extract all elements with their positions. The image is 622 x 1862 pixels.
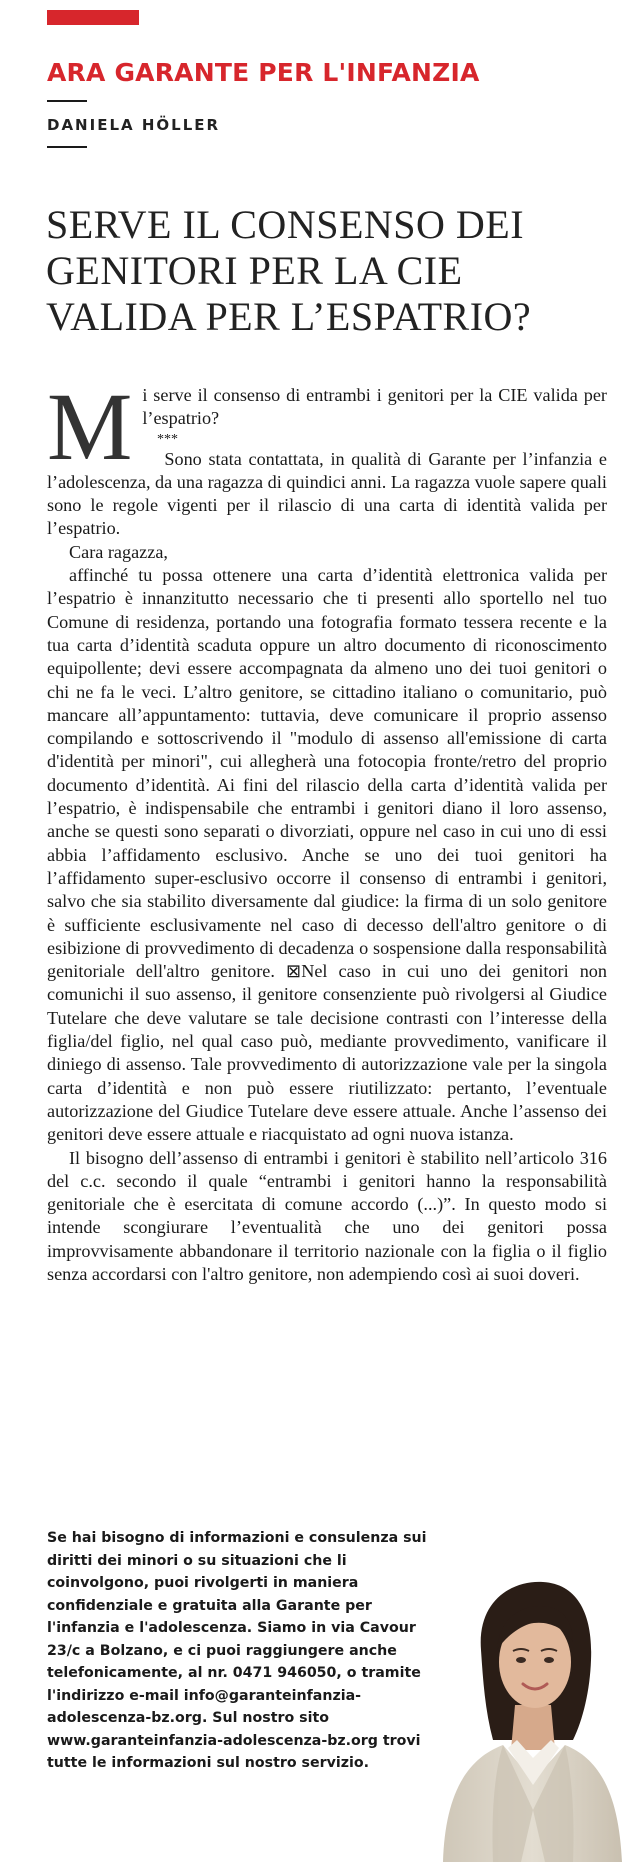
- author-byline: DANIELA HÖLLER: [47, 116, 221, 134]
- reader-question: i serve il consenso di entrambi i genitori per la CIE valida per l’espatrio?: [142, 385, 607, 429]
- divider-rule: [47, 100, 87, 102]
- section-color-bar: [47, 10, 139, 25]
- salutation: Cara ragazza,: [69, 541, 168, 562]
- divider-rule: [47, 146, 87, 148]
- contact-info-box: Se hai bisogno di informazioni e consulenza sui diritti dei minori o su situazioni che li coinvolgono, puoi rivolgerti in maniera confidenziale e gratuita alla Garante per l'infanzia e l'adolescenza. Siamo in via Cavour 23/c a Bolzano, e ci puoi raggiungere anche telefonicamente, al nr. 0471 946050, o tramite l'indirizzo e-mail info@garanteinfanzia-adolescenza-bz.org. Sul nostro sito www.garanteinfanzia-adolescenza-bz.org trovi tutte le informazioni sul nostro servizio.: [47, 1530, 427, 1771]
- drop-cap: M: [47, 373, 133, 480]
- section-title: ARA GARANTE PER L'INFANZIA: [47, 58, 480, 87]
- article-paragraph: affinché tu possa ottenere una carta d’identità elettronica valida per l’espatrio è innanzitutto necessario che ti presenti allo sportello nel tuo Comune di residenza, portando una fotografia formato tessera recente e la tua carta d’identità scaduta oppure un altro documento di riconoscimento equipollente; devi essere accompagnata da almeno uno dei tuoi genitori o chi ne fa le veci. L’altro genitore, se cittadino italiano o comunitario, può mancare all’appuntamento: tuttavia, deve comunicare il proprio assenso compilando e sottoscrivendo il "modulo di assenso all'emissione di carta d'identità per minori", cui allegherà una fotocopia fronte/retro del proprio documento d’identità. Ai fini del rilascio della carta d’identità valida per l’espatrio, è indispensabile che entrambi i genitori diano il loro assenso, anche se questi sono separati o divorziati, oppure nel caso in cui uno di essi abbia l’affidamento esclusivo. Anche se uno dei tuoi genitori ha l’affidamento super-esclusivo occorre il consenso di entrambi i genitori, salvo che sia stabilito diversamente dal giudice: la firma di un solo genitore è sufficiente esclusivamente nel caso di decesso dell'altro genitore o di esibizione di provvedimento di decadenza o sospensione dalla responsabilità genitoriale dell'altro genitore. ⊠Nel caso in cui uno dei genitori non comunichi il suo assenso, il genitore consenziente può rivolgersi al Giudice Tutelare che deve valutare se tale decisione contrasti con l’interesse della figlia/del figlio, nel qual caso può, mediante provvedimento, vanificare il diniego di assenso. Tale provvedimento di autorizzazione vale per la singola carta d’identità e non può essere riutilizzato: pertanto, l’eventuale autorizzazione del Giudice Tutelare deve essere attuale. Anche l’assenso dei genitori deve essere attuale e riacquistato ad ogni nuova istanza.: [47, 565, 607, 1145]
- article-body: [47, 373, 607, 1286]
- article-paragraph: Il bisogno dell’assenso di entrambi i genitori è stabilito nell’articolo 316 del c.c. secondo il quale “entrambi i genitori hanno la responsabilità genitoriale che è esercitata di comune accordo (...)”. In questo modo si intende scongiurare l’eventualità che uno dei genitori possa improvvisamente abbandonare il territorio nazionale con la figlia o il figlio senza accordarsi con l'altro genitore, non adempiendo così ai suoi doveri.: [47, 1147, 607, 1284]
- article-headline: SERVE IL CONSENSO DEI GENITORI PER LA CIE VALIDA PER L’ESPATRIO?: [46, 202, 532, 339]
- author-portrait: [433, 1580, 622, 1862]
- separator-stars: ***: [157, 431, 178, 447]
- article-paragraph: Sono stata contattata, in qualità di Garante per l’infanzia e l’adolescenza, da una ragazza di quindici anni. La ragazza vuole sapere quali sono le regole vigenti per il rilascio di una carta di identità valida per l’espatrio.: [47, 448, 607, 539]
